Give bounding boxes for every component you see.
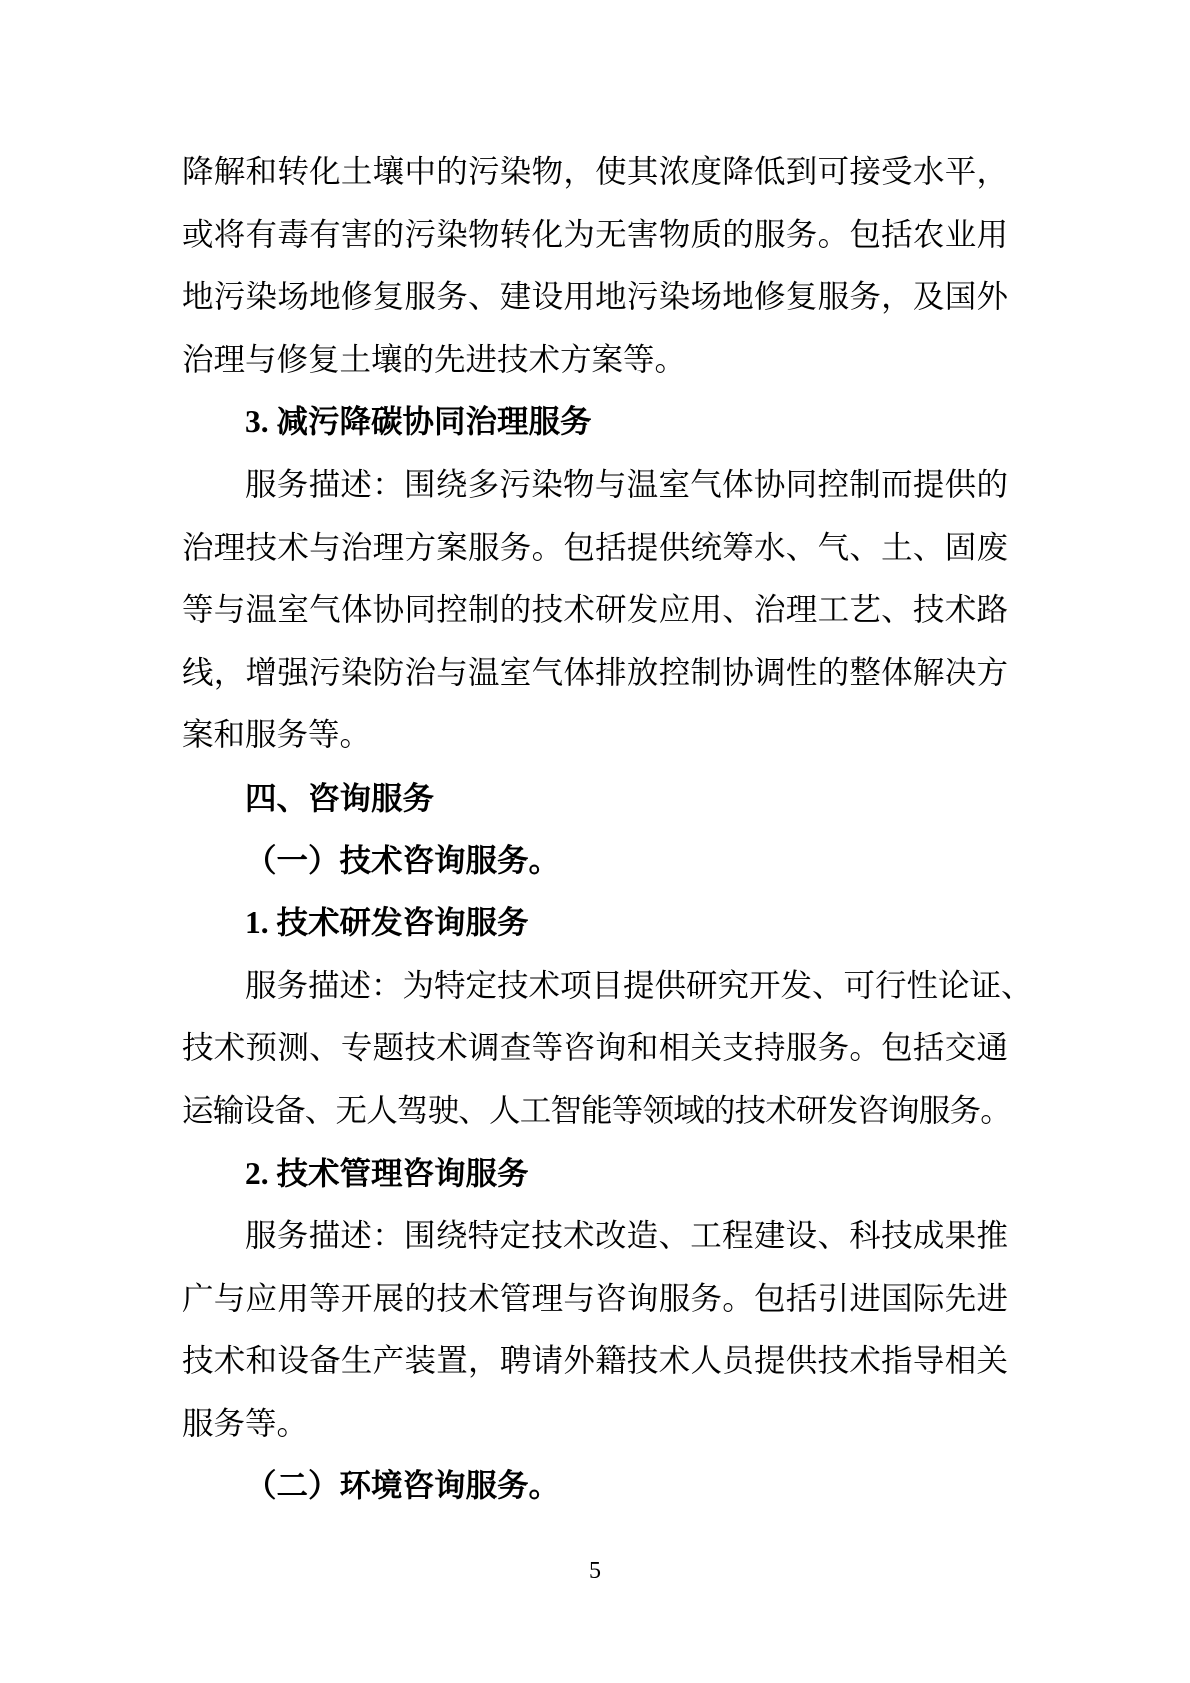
heading-item-1: 1. 技术研发咨询服务 xyxy=(245,905,529,941)
heading-item-2: 2. 技术管理咨询服务 xyxy=(245,1155,529,1191)
body-line: 线，增强污染防治与温室气体排放控制协调性的整体解决方 xyxy=(182,654,1008,690)
body-line: 等与温室气体协同控制的技术研发应用、治理工艺、技术路 xyxy=(182,592,1008,628)
body-line: 服务描述：为特定技术项目提供研究开发、可行性论证、 xyxy=(245,967,1033,1003)
body-line: 服务等。 xyxy=(182,1405,309,1441)
heading-sub-1: （一）技术咨询服务。 xyxy=(245,842,561,878)
body-line: 服务描述：围绕特定技术改造、工程建设、科技成果推 xyxy=(245,1218,1008,1254)
body-line: 案和服务等。 xyxy=(182,717,372,753)
body-line: 服务描述：围绕多污染物与温室气体协同控制而提供的 xyxy=(245,466,1008,502)
heading-sub-2: （二）环境咨询服务。 xyxy=(245,1468,561,1504)
text-block xyxy=(182,141,1033,1518)
body-line: 地污染场地修复服务、建设用地污染场地修复服务，及国外 xyxy=(182,279,1008,315)
heading-item-3: 3. 减污降碳协同治理服务 xyxy=(245,404,592,440)
body-line: 技术和设备生产装置，聘请外籍技术人员提供技术指导相关 xyxy=(182,1343,1008,1379)
body-line: 治理技术与治理方案服务。包括提供统筹水、气、土、固废 xyxy=(182,529,1008,565)
body-line: 降解和转化土壤中的污染物，使其浓度降低到可接受水平， xyxy=(182,154,1008,189)
page-number: 5 xyxy=(589,1558,601,1584)
body-line: 广与应用等开展的技术管理与咨询服务。包括引进国际先进 xyxy=(182,1280,1008,1316)
body-line: 技术预测、专题技术调查等咨询和相关支持服务。包括交通 xyxy=(182,1030,1008,1066)
heading-section-4: 四、咨询服务 xyxy=(245,779,435,816)
body-line: 治理与修复土壤的先进技术方案等。 xyxy=(182,341,687,377)
body-line: 运输设备、无人驾驶、人工智能等领域的技术研发咨询服务。 xyxy=(182,1092,1011,1128)
body-line: 或将有毒有害的污染物转化为无害物质的服务。包括农业用 xyxy=(182,216,1008,252)
